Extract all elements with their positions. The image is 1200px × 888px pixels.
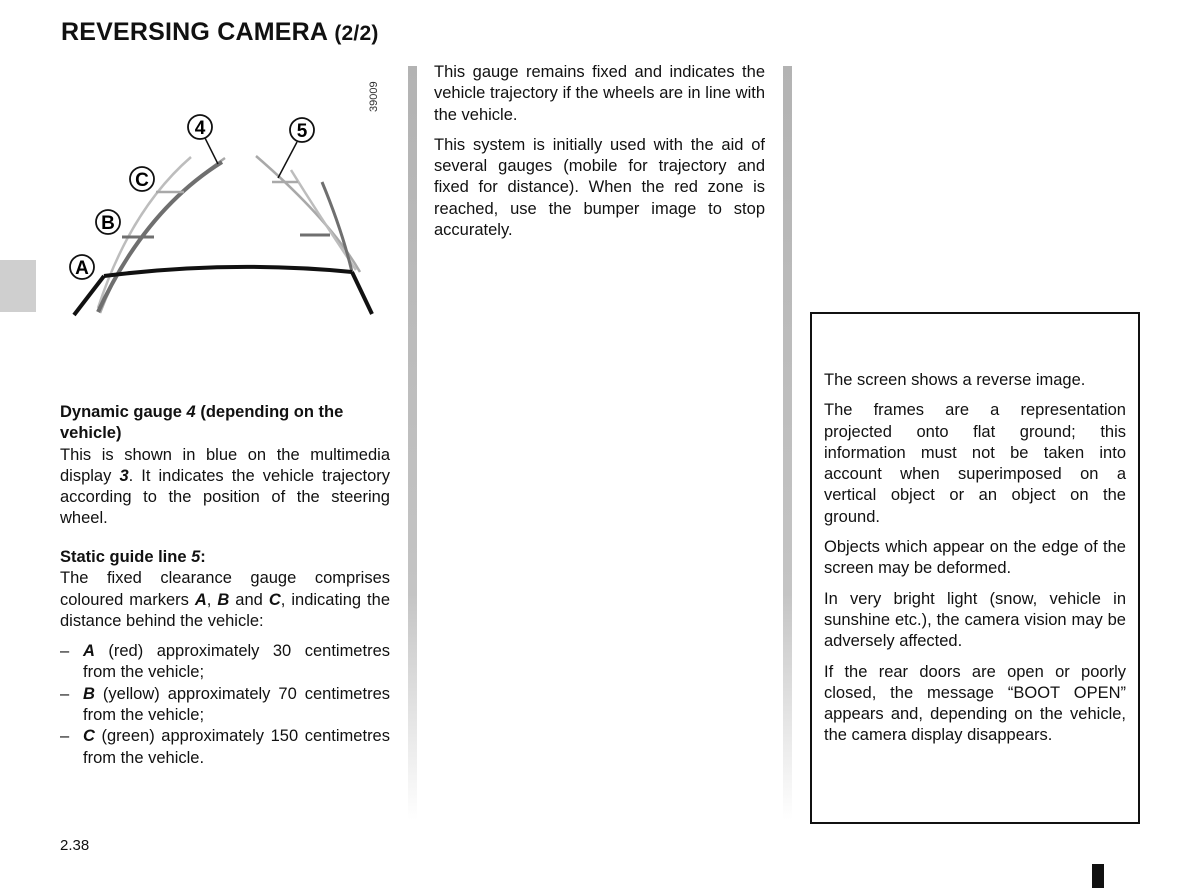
dynamic-gauge-line [98, 162, 222, 312]
dynamic-gauge-heading: Dynamic gauge 4 (depending on the vehicle) [60, 403, 344, 443]
marker-a-right-leg [352, 272, 372, 314]
callout-4 [188, 115, 212, 139]
svg-text:A: A [75, 258, 89, 279]
paragraph: This system is initially used with the aid of several gauges (mobile for trajectory and fixed for distance). When the red zone is reached, use the bumper image to stop accurately. [434, 135, 765, 240]
marker-a-line [104, 267, 352, 276]
static-guide-heading: Static guide line 5: [60, 548, 206, 566]
corner-mark [1092, 864, 1104, 888]
callout-b [96, 210, 120, 234]
title-main: REVERSING CAMERA [61, 18, 328, 46]
title-sub: (2/2) [334, 22, 379, 45]
callout-a [70, 255, 94, 279]
column-divider-left [408, 66, 417, 820]
svg-text:5: 5 [296, 121, 308, 142]
list-item: – C (green) approximately 150 centimetres from the vehicle. [60, 727, 390, 767]
outer-thin-line-left [100, 158, 225, 313]
callout-5 [290, 118, 314, 142]
page-number: 2.38 [60, 837, 90, 854]
static-guide-body: The fixed clearance gauge comprises coloured markers A, B and C, indicating the distance behind the vehicle: [60, 569, 390, 630]
list-item: – A (red) approximately 30 centimetres from the vehicle; [60, 642, 390, 682]
svg-text:4: 4 [194, 118, 206, 139]
paragraph: This gauge remains fixed and indicates the vehicle trajectory if the wheels are in line with the vehicle. [434, 63, 765, 124]
dynamic-gauge-body: This is shown in blue on the multimedia display 3. It indicates the vehicle trajectory according to the position of the steering wheel. [60, 445, 390, 528]
callout-4-line [205, 138, 218, 164]
static-guide-section [60, 547, 390, 769]
note-paragraph: The screen shows a reverse image. [824, 371, 1086, 389]
marker-list [60, 641, 390, 769]
svg-text:C: C [135, 170, 149, 191]
note-paragraph: The frames are a representation projected onto flat ground; this information must not be taken into account when superimposed on a vertical object or an object on the ground. [824, 401, 1126, 526]
note-box [810, 312, 1140, 824]
svg-text:B: B [101, 213, 115, 234]
callout-c [130, 167, 154, 191]
list-item: – B (yellow) approximately 70 centimetres from the vehicle; [60, 684, 390, 725]
note-paragraph: In very bright light (snow, vehicle in sunshine etc.), the camera vision may be adversely affected. [824, 589, 1126, 651]
figure-code: 39009 [368, 81, 380, 112]
middle-column [434, 62, 765, 250]
callout-5-line [278, 142, 297, 178]
section-tab [0, 260, 36, 312]
note-paragraph: If the rear doors are open or poorly closed, the message “BOOT OPEN” appears and, depending on the vehicle, the camera display disappears. [824, 662, 1126, 745]
column-divider-right [783, 66, 792, 820]
page-title [61, 18, 379, 47]
camera-gauge-diagram [60, 100, 390, 325]
dynamic-gauge-section [60, 402, 390, 530]
note-paragraph: Objects which appear on the edge of the screen may be deformed. [824, 538, 1126, 578]
